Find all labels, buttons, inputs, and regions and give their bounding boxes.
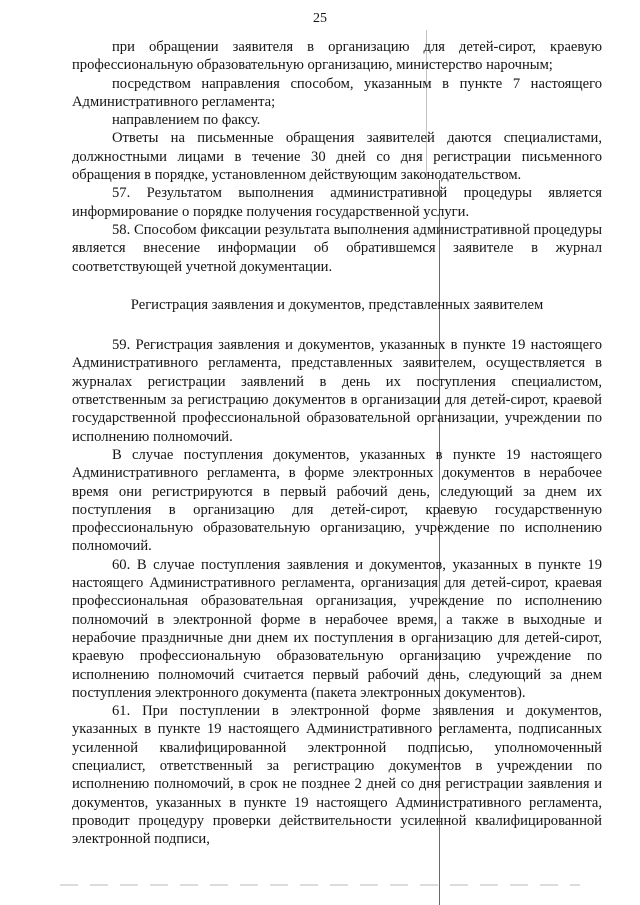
paragraph: Ответы на письменные обращения заявителей даются специалистами, должностными лицами в течение 30 дней со дня регистрации письменного обращения в порядке, установленном действующим законодательством. xyxy=(72,130,602,184)
paragraph: В случае поступления документов, указанных в пункте 19 настоящего Административного регламента, в форме электронных документов в нерабочее время они регистрируются в первый рабочий день, следующий за днем их поступления в организацию для детей-сирот, краевую государственную профессиональную образовательную организацию, учреждение по исполнению полномочий. xyxy=(72,446,602,555)
paragraph: 57. Результатом выполнения административной процедуры является информирование о порядке получения государственной услуги. xyxy=(72,185,602,220)
paragraph: 61. При поступлении в электронной форме заявления и документов, указанных в пункте 19 настоящего Административного регламента, подписанных усиленной квалифицированной электронной подписью, уполномоченный специалист, ответственный за регистрацию документов в учреждении по исполнению полномочий, в срок не позднее 2 дней со дня регистрации заявления и документов, указанных в пункте 19 настоящего Административного регламента, проводит процедуру проверки действительности усиленной квалифицированной электронной подписи, xyxy=(72,703,602,848)
paragraph: при обращении заявителя в организацию для детей-сирот, краевую профессиональную образовательную организацию, министерство нарочным; xyxy=(72,39,602,74)
paragraph: 58. Способом фиксации результата выполнения административной процедуры является внесение информации об обратившемся заявителе в журнал соответствующей учетной документации. xyxy=(72,221,602,275)
section-heading: Регистрация заявления и документов, представленных заявителем xyxy=(130,296,544,313)
paragraph: направлением по факсу. xyxy=(112,112,261,129)
document-body xyxy=(72,38,602,848)
scan-artifact-noise xyxy=(60,884,580,886)
paragraph: 60. В случае поступления заявления и документов, указанных в пункте 19 настоящего Административного регламента, организация для детей-сирот, краевая профессиональная образовательная организация, учреждение по исполнению полномочий в электронной форме в нерабочее время, а также в выходные и нерабочие праздничные дни днем их поступления в организацию для детей-сирот, краевую профессиональную образовательную организацию учреждение по исполнению полномочий считается первый рабочий день, следующий за днем поступления электронного документа (пакета электронных документов). xyxy=(72,556,602,701)
page-number: 25 xyxy=(313,11,327,26)
paragraph: посредством направления способом, указанным в пункте 7 настоящего Административного регламента; xyxy=(72,75,602,110)
paragraph: 59. Регистрация заявления и документов, указанных в пункте 19 настоящего Административного регламента, представленных заявителем, осуществляется в журналах регистрации заявлений в день их поступления специалистом, ответственным за регистрацию документов в организации для детей-сирот, краевой государственной профессиональной образовательной организации, учреждении по исполнению полномочий. xyxy=(72,337,602,445)
